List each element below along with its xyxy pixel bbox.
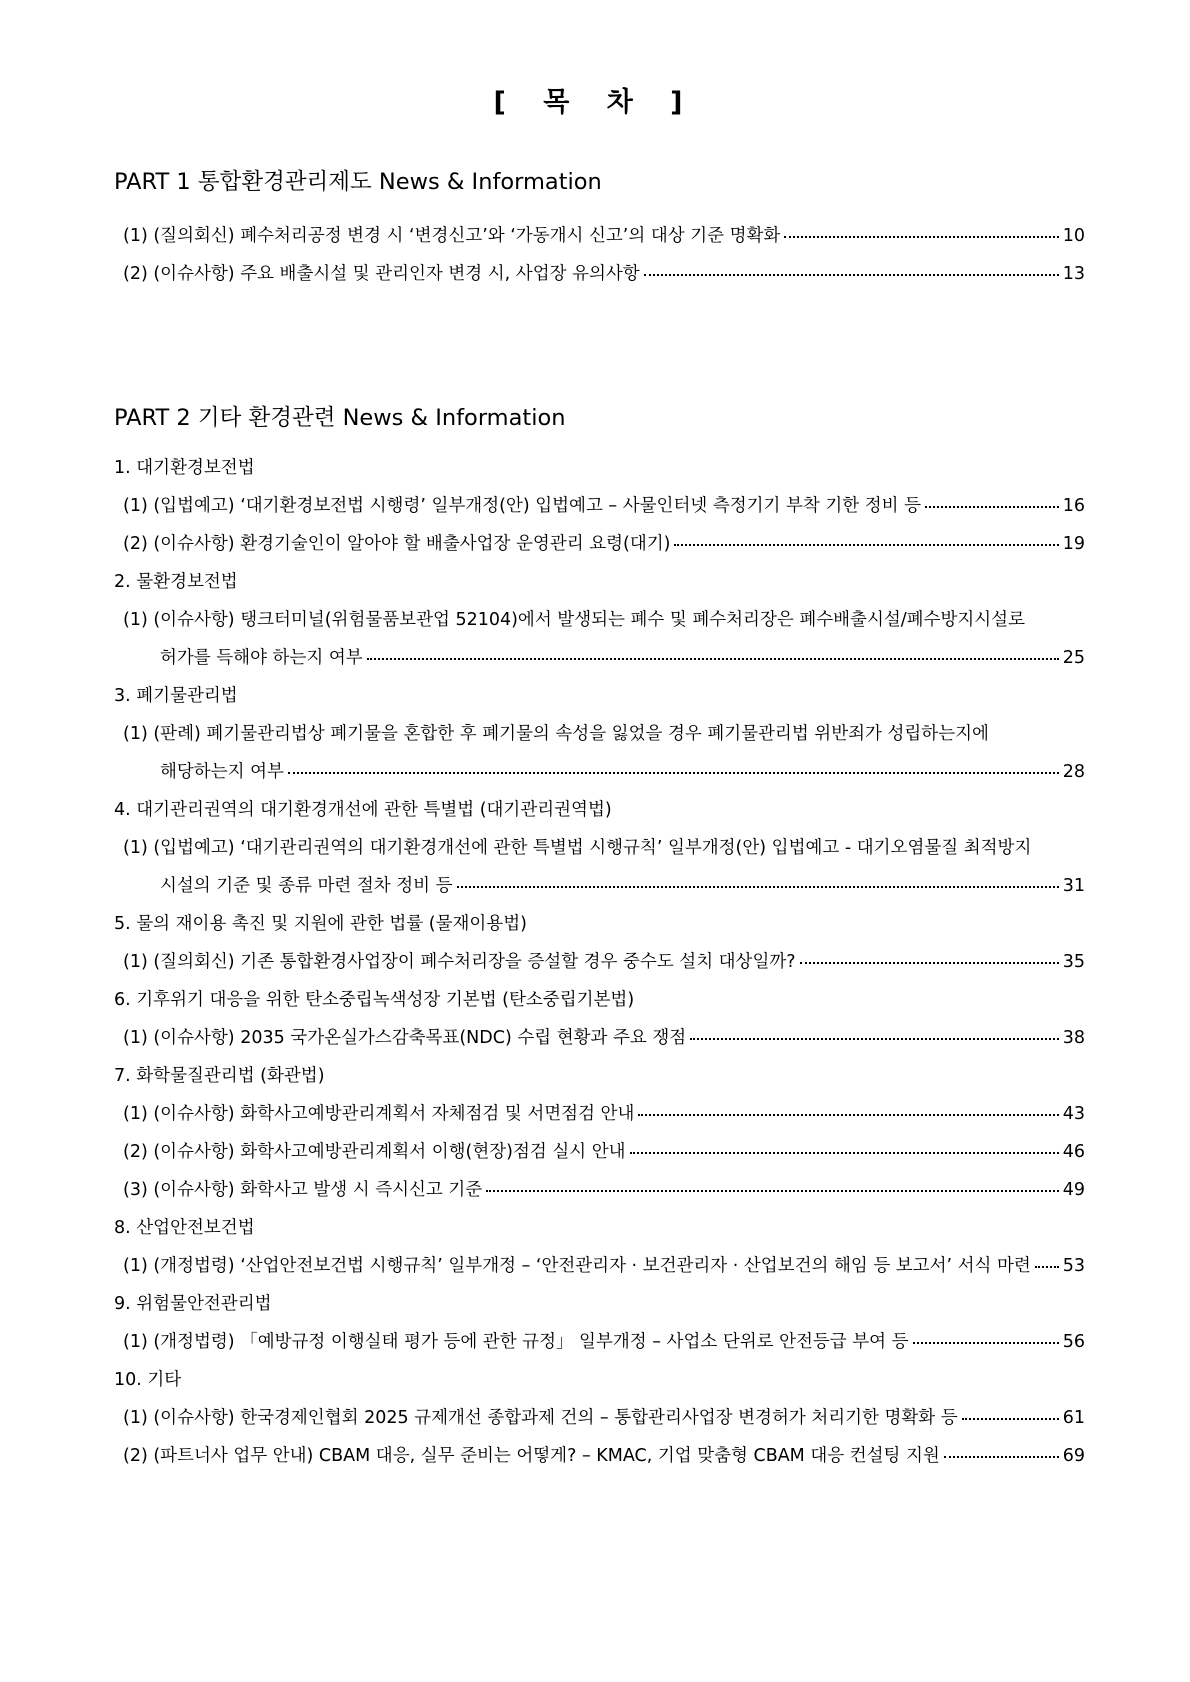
toc-entry[interactable]: [123, 1328, 1085, 1353]
dot-leader: [486, 1186, 1059, 1192]
section-title: 5. 물의 재이용 촉진 및 지원에 관한 법률 (물재이용법): [114, 914, 527, 934]
section-title: 10. 기타: [114, 1370, 182, 1390]
toc-entry[interactable]: [123, 1404, 1085, 1429]
dot-leader: [913, 1338, 1059, 1344]
toc-entry-text: (1) (질의회신) 폐수처리공정 변경 시 ‘변경신고’와 ‘가동개시 신고’의 대상 기준 명확화: [123, 226, 781, 246]
section-title: 9. 위험물안전관리법: [114, 1294, 272, 1314]
toc-entry-page: 25: [1062, 648, 1085, 668]
part2-title: PART 2 기타 환경관련 News & Information: [114, 405, 566, 431]
toc-entry-text: (1) (개정법령) ‘산업안전보건법 시행규칙’ 일부개정 – ‘안전관리자 · 보건관리자 · 산업보건의 해임 등 보고서’ 서식 마련: [123, 1256, 1031, 1276]
dot-leader: [367, 654, 1059, 660]
toc-entry-page: 31: [1062, 876, 1085, 896]
toc-entry[interactable]: [123, 492, 1085, 517]
toc-entry-text: (3) (이슈사항) 화학사고 발생 시 즉시신고 기준: [123, 1180, 483, 1200]
toc-entry[interactable]: [123, 530, 1085, 555]
toc-entry[interactable]: [123, 1100, 1085, 1125]
toc-entry-text: (1) (이슈사항) 화학사고예방관리계획서 자체점검 및 서면점검 안내: [123, 1104, 635, 1124]
toc-entry[interactable]: [123, 260, 1085, 285]
section-title: 3. 폐기물관리법: [114, 686, 238, 706]
toc-entry-text: (1) (입법예고) ‘대기환경보전법 시행령’ 일부개정(안) 입법예고 – 사물인터넷 측정기기 부착 기한 정비 등: [123, 496, 922, 516]
toc-entry-continuation[interactable]: [160, 644, 1085, 669]
toc-entry-continuation[interactable]: [160, 758, 1085, 783]
dot-leader: [800, 958, 1059, 964]
toc-entry[interactable]: [123, 222, 1085, 247]
toc-entry-text: (1) (질의회신) 기존 통합환경사업장이 폐수처리장을 증설할 경우 중수도 설치 대상일까?: [123, 952, 796, 972]
section-title: 7. 화학물질관리법 (화관법): [114, 1066, 325, 1086]
toc-entry-text: 해당하는지 여부: [160, 762, 284, 782]
toc-entry-page: 53: [1062, 1256, 1085, 1276]
toc-entry-text: (2) (이슈사항) 화학사고예방관리계획서 이행(현장)점검 실시 안내: [123, 1142, 626, 1162]
toc-entry-page: 43: [1062, 1104, 1085, 1124]
toc-entry[interactable]: [123, 1442, 1085, 1467]
toc-entry[interactable]: [123, 1024, 1085, 1049]
toc-entry[interactable]: [123, 1252, 1085, 1277]
dot-leader: [962, 1414, 1059, 1420]
section-title: 1. 대기환경보전법: [114, 458, 255, 478]
toc-entry-text: (1) (이슈사항) 탱크터미널(위험물품보관업 52104)에서 발생되는 폐수 및 폐수처리장은 폐수배출시설/폐수방지시설로: [123, 610, 1025, 630]
dot-leader: [638, 1110, 1058, 1116]
dot-leader: [457, 882, 1059, 888]
toc-entry-page: 38: [1062, 1028, 1085, 1048]
toc-entry[interactable]: [123, 720, 1085, 745]
toc-entry-page: 56: [1062, 1332, 1085, 1352]
toc-entry[interactable]: [123, 834, 1085, 859]
dot-leader: [784, 232, 1058, 238]
toc-entry-page: 16: [1062, 496, 1085, 516]
toc-entry-page: 61: [1062, 1408, 1085, 1428]
toc-entry[interactable]: [123, 948, 1085, 973]
dot-leader: [925, 502, 1059, 508]
dot-leader: [690, 1034, 1059, 1040]
toc-title: [ 목 차 ]: [493, 87, 697, 118]
dot-leader: [288, 768, 1059, 774]
dot-leader: [944, 1452, 1059, 1458]
toc-entry-text: 허가를 득해야 하는지 여부: [160, 648, 363, 668]
toc-entry-text: (1) (개정법령) 「예방규정 이행실태 평가 등에 관한 규정」 일부개정 – 사업소 단위로 안전등급 부여 등: [123, 1332, 909, 1352]
toc-entry[interactable]: [123, 1176, 1085, 1201]
section-title: 2. 물환경보전법: [114, 572, 238, 592]
part1-title: PART 1 통합환경관리제도 News & Information: [114, 169, 602, 195]
toc-entry[interactable]: [123, 606, 1085, 631]
toc-entry-text: (1) (이슈사항) 2035 국가온실가스감축목표(NDC) 수립 현황과 주요 쟁점: [123, 1028, 687, 1048]
toc-entry-continuation[interactable]: [160, 872, 1085, 897]
toc-entry-page: 46: [1062, 1142, 1085, 1162]
toc-entry-text: (2) (이슈사항) 주요 배출시설 및 관리인자 변경 시, 사업장 유의사항: [123, 264, 640, 284]
toc-entry-text: (1) (이슈사항) 한국경제인협회 2025 규제개선 종합과제 건의 – 통합관리사업장 변경허가 처리기한 명확화 등: [123, 1408, 958, 1428]
toc-entry-page: 69: [1062, 1446, 1085, 1466]
toc-entry-page: 10: [1062, 226, 1085, 246]
dot-leader: [630, 1148, 1059, 1154]
dot-leader: [674, 540, 1058, 546]
section-title: 4. 대기관리권역의 대기환경개선에 관한 특별법 (대기관리권역법): [114, 800, 612, 820]
toc-entry-text: (1) (판례) 폐기물관리법상 폐기물을 혼합한 후 폐기물의 속성을 잃었을 경우 폐기물관리법 위반죄가 성립하는지에: [123, 724, 989, 744]
toc-entry-text: (2) (이슈사항) 환경기술인이 알아야 할 배출사업장 운영관리 요령(대기): [123, 534, 671, 554]
dot-leader: [1035, 1262, 1059, 1268]
section-title: 6. 기후위기 대응을 위한 탄소중립녹색성장 기본법 (탄소중립기본법): [114, 990, 635, 1010]
toc-entry-page: 49: [1062, 1180, 1085, 1200]
toc-entry-page: 28: [1062, 762, 1085, 782]
toc-entry[interactable]: [123, 1138, 1085, 1163]
toc-entry-page: 13: [1062, 264, 1085, 284]
toc-entry-page: 35: [1062, 952, 1085, 972]
toc-entry-text: (2) (파트너사 업무 안내) CBAM 대응, 실무 준비는 어떻게? – KMAC, 기업 맞춤형 CBAM 대응 컨설팅 지원: [123, 1446, 940, 1466]
toc-entry-text: 시설의 기준 및 종류 마련 절차 정비 등: [160, 876, 453, 896]
toc-entry-text: (1) (입법예고) ‘대기관리권역의 대기환경개선에 관한 특별법 시행규칙’ 일부개정(안) 입법예고 - 대기오염물질 최적방지: [123, 838, 1032, 858]
section-title: 8. 산업안전보건법: [114, 1218, 255, 1238]
toc-entry-page: 19: [1062, 534, 1085, 554]
dot-leader: [644, 270, 1059, 276]
